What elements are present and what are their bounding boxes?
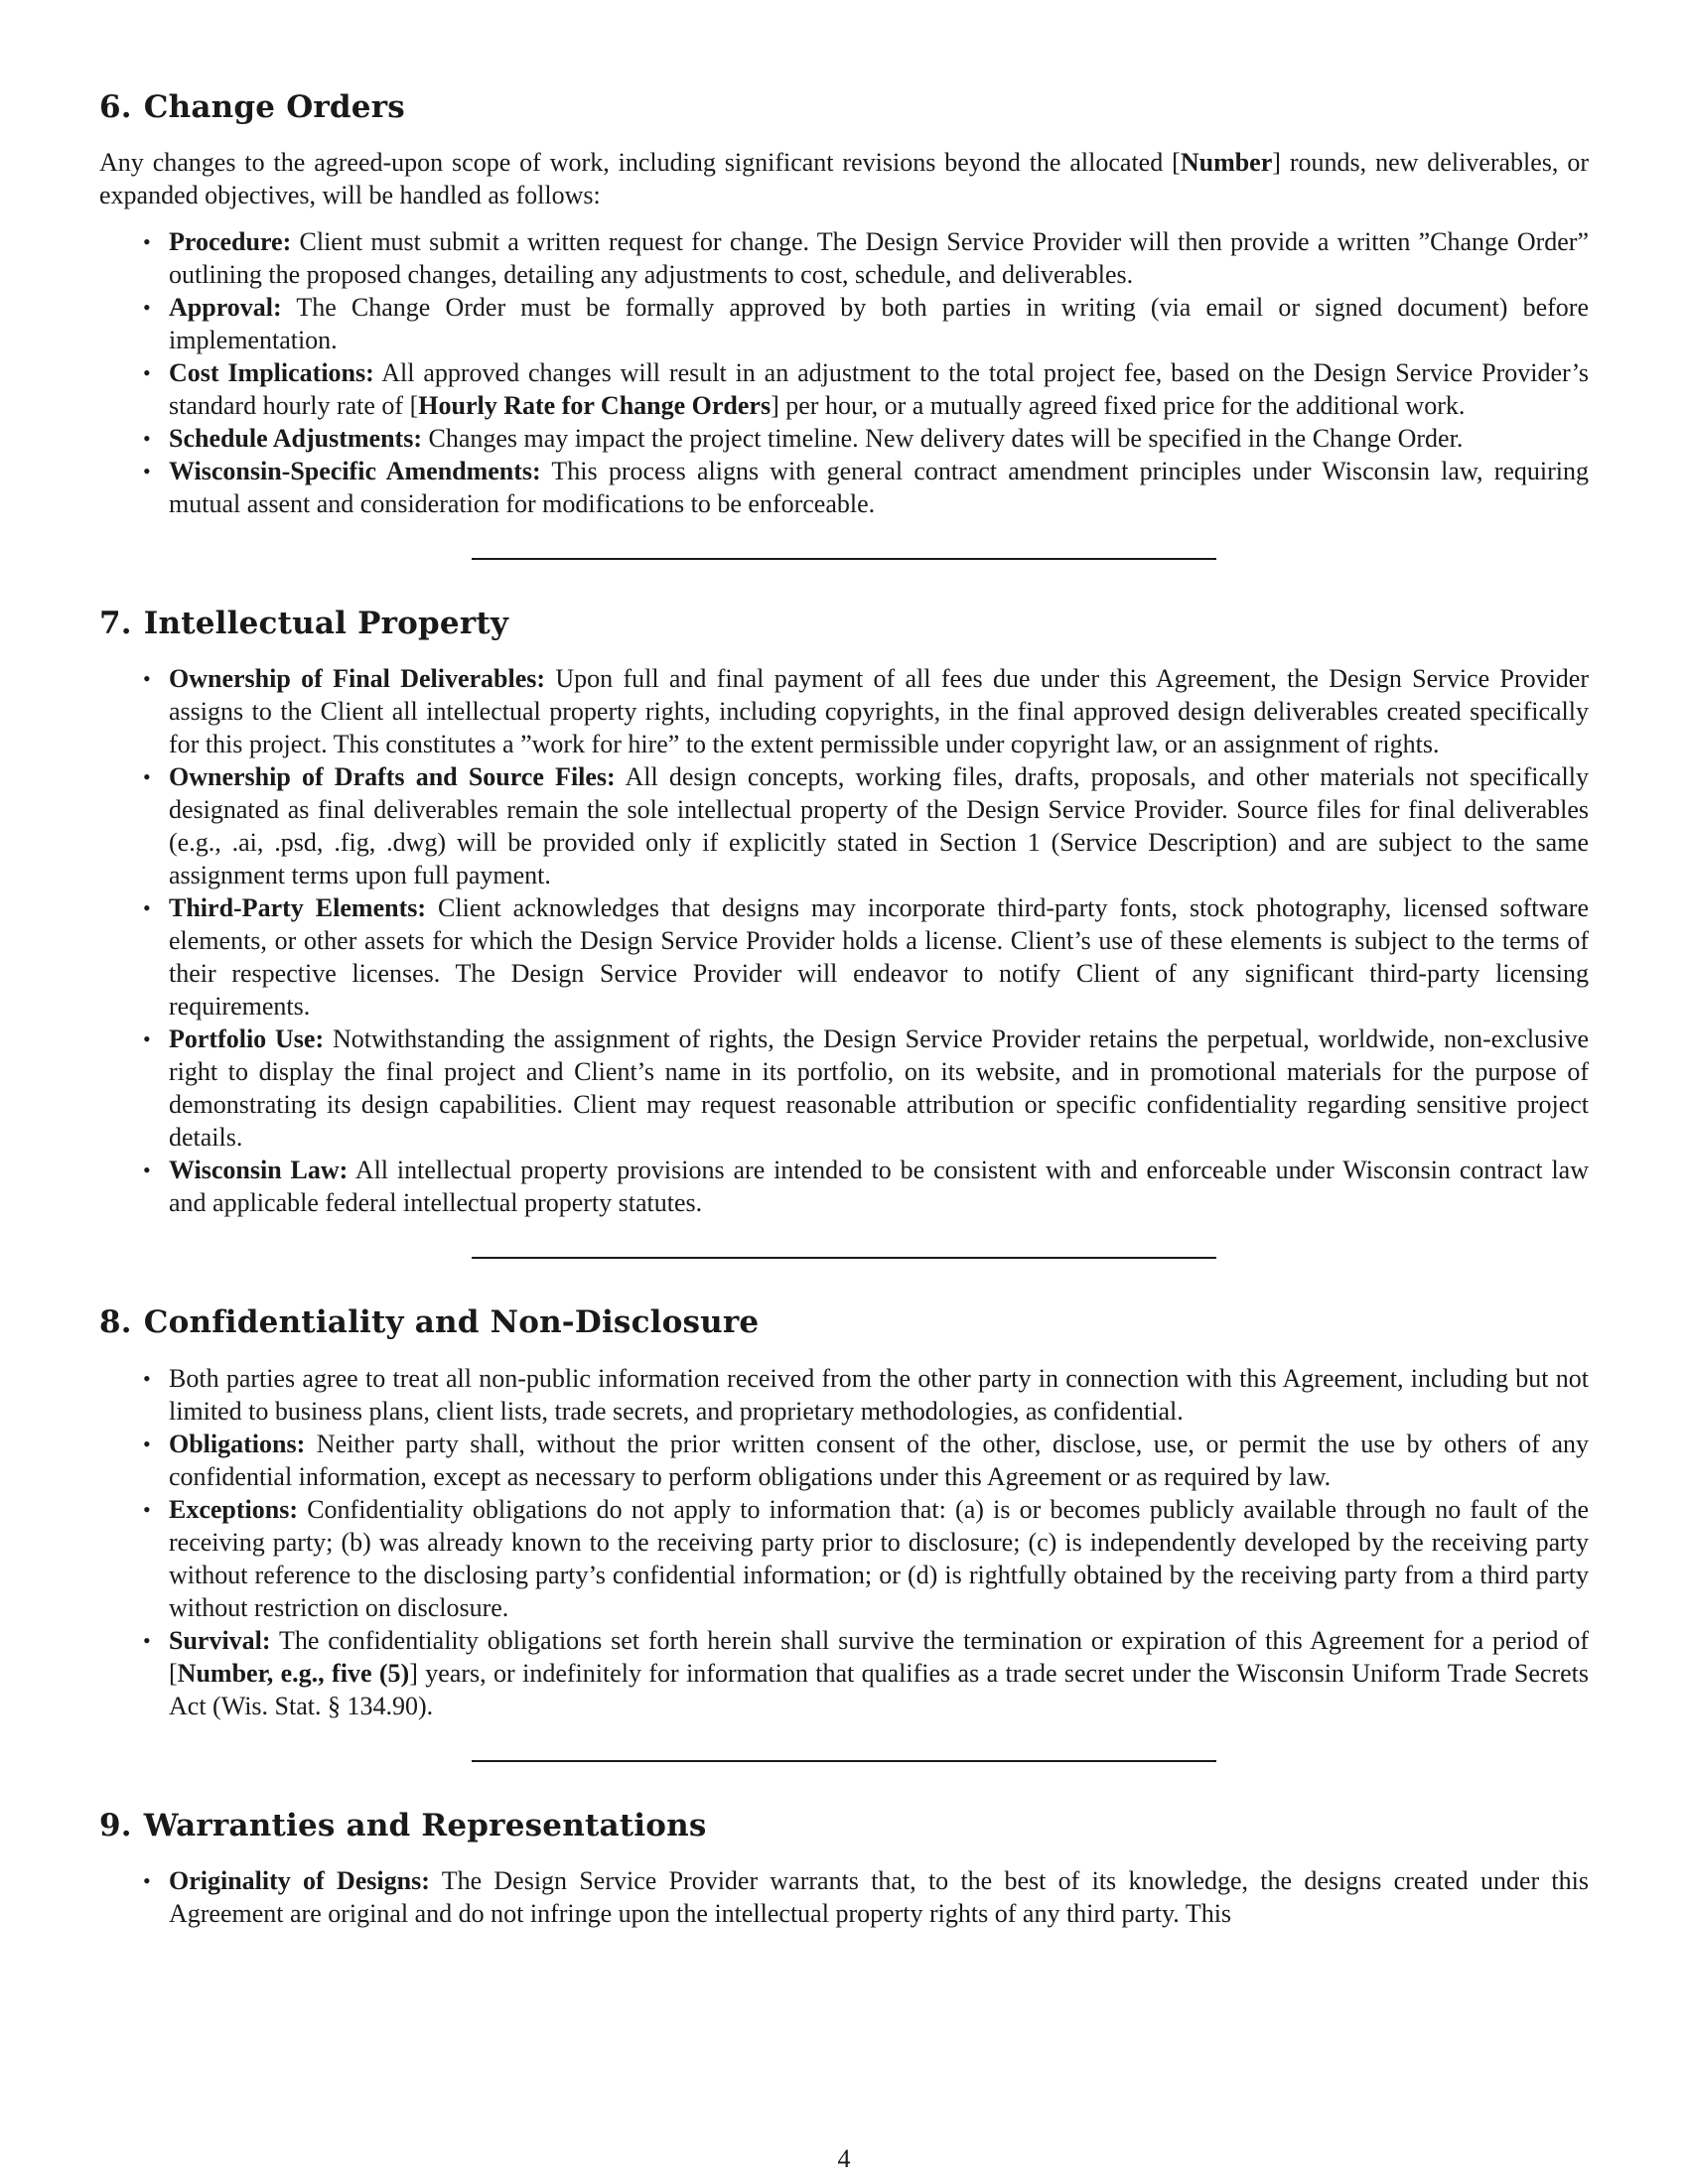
list-item: • Wisconsin-Specific Amendments: This process aligns with general contract amendment principles under Wisconsin law, requiring mutual assent and consideration for modifications to be enforceable. — [169, 455, 1589, 520]
bullet-list — [99, 1362, 1589, 1722]
bullet-list — [99, 662, 1589, 1219]
section-change-orders — [99, 89, 1589, 520]
list-item: • Exceptions: Confidentiality obligations do not apply to information that: (a) is or becomes publicly available through no fault of the receiving party; (b) was already known to the receiving party prior to disclosure; (c) is independently developed by the receiving party without reference to the disclosing party’s confidential information; or (d) is rightfully obtained by the receiving party from a third party without restriction on disclosure. — [169, 1493, 1589, 1624]
section-heading: 7. Intellectual Property — [99, 606, 509, 642]
bullet-list — [99, 1864, 1589, 1930]
list-item: • Wisconsin Law: All intellectual property provisions are intended to be consistent with and enforceable under Wisconsin contract law and applicable federal intellectual property statutes. — [169, 1154, 1589, 1219]
bullet-list — [99, 225, 1589, 520]
section-warranties — [99, 1808, 1589, 1930]
section-intellectual-property — [99, 606, 1589, 1219]
list-item: • Procedure: Client must submit a written request for change. The Design Service Provider will then provide a written ”Change Order” outlining the proposed changes, detailing any adjustments to cost, schedule, and deliverables. — [169, 225, 1589, 291]
list-item: • Originality of Designs: The Design Service Provider warrants that, to the best of its knowledge, the designs created under this Agreement are original and do not infringe upon the intellectual property rights of any third party. This — [169, 1864, 1589, 1930]
section-divider — [472, 1257, 1216, 1259]
list-item: • Ownership of Drafts and Source Files: All design concepts, working files, drafts, proposals, and other materials not specifically designated as final deliverables remain the sole intellectual property of the Design Service Provider. Source files for final deliverables (e.g., .ai, .psd, .fig, .dwg) will be provided only if explicitly stated in Section 1 (Service Description) and are subject to the same assignment terms upon full payment. — [169, 760, 1589, 891]
list-item: • Schedule Adjustments: Changes may impact the project timeline. New delivery dates will be specified in the Change Order. — [169, 422, 1589, 455]
section-heading: 6. Change Orders — [99, 89, 405, 125]
document-page — [99, 89, 1589, 1930]
placeholder-field: Number — [1180, 148, 1273, 178]
section-divider — [472, 1760, 1216, 1762]
list-item: • Survival: The confidentiality obligations set forth herein shall survive the termination or expiration of this Agreement for a period of [Number, e.g., five (5)] years, or indefinitely for information that qualifies as a trade secret under the Wisconsin Uniform Trade Secrets Act (Wis. Stat. § 134.90). — [169, 1624, 1589, 1722]
section-heading: 8. Confidentiality and Non-Disclosure — [99, 1304, 760, 1341]
list-item: • Ownership of Final Deliverables: Upon full and final payment of all fees due under this Agreement, the Design Service Provider assigns to the Client all intellectual property rights, including copyrights, in the final approved design deliverables created specifically for this project. This constitutes a ”work for hire” to the extent permissible under copyright law, or an assignment of rights. — [169, 662, 1589, 760]
placeholder-field: Hourly Rate for Change Orders — [418, 391, 772, 421]
list-item: • Both parties agree to treat all non-public information received from the other party in connection with this Agreement, including but not limited to business plans, client lists, trade secrets, and proprietary methodologies, as confidential. — [169, 1362, 1589, 1428]
section-intro: Any changes to the agreed-upon scope of work, including significant revisions beyond the allocated [Number] rounds, new deliverables, or expanded objectives, will be handled as follows: — [99, 148, 1589, 210]
placeholder-field: Number, e.g., five (5) — [177, 1658, 410, 1688]
list-item: • Cost Implications: All approved changes will result in an adjustment to the total project fee, based on the Design Service Provider’s standard hourly rate of [Hourly Rate for Change Orders] per hour, or a mutually agreed fixed price for the additional work. — [169, 356, 1589, 422]
section-confidentiality — [99, 1304, 1589, 1721]
list-item: • Third-Party Elements: Client acknowledges that designs may incorporate third-party fonts, stock photography, licensed software elements, or other assets for which the Design Service Provider holds a license. Client’s use of these elements is subject to the terms of their respective licenses. The Design Service Provider will endeavor to notify Client of any significant third-party licensing requirements. — [169, 891, 1589, 1023]
section-heading: 9. Warranties and Representations — [99, 1807, 707, 1843]
section-divider — [472, 558, 1216, 560]
page-number: 4 — [837, 2144, 851, 2173]
list-item: • Obligations: Neither party shall, without the prior written consent of the other, disclose, use, or permit the use by others of any confidential information, except as necessary to perform obligations under this Agreement or as required by law. — [169, 1428, 1589, 1493]
list-item: • Portfolio Use: Notwithstanding the assignment of rights, the Design Service Provider retains the perpetual, worldwide, non-exclusive right to display the final project and Client’s name in its portfolio, on its website, and in promotional materials for the purpose of demonstrating its design capabilities. Client may request reasonable attribution or specific confidentiality regarding sensitive project details. — [169, 1023, 1589, 1154]
list-item: • Approval: The Change Order must be formally approved by both parties in writing (via email or signed document) before implementation. — [169, 291, 1589, 356]
